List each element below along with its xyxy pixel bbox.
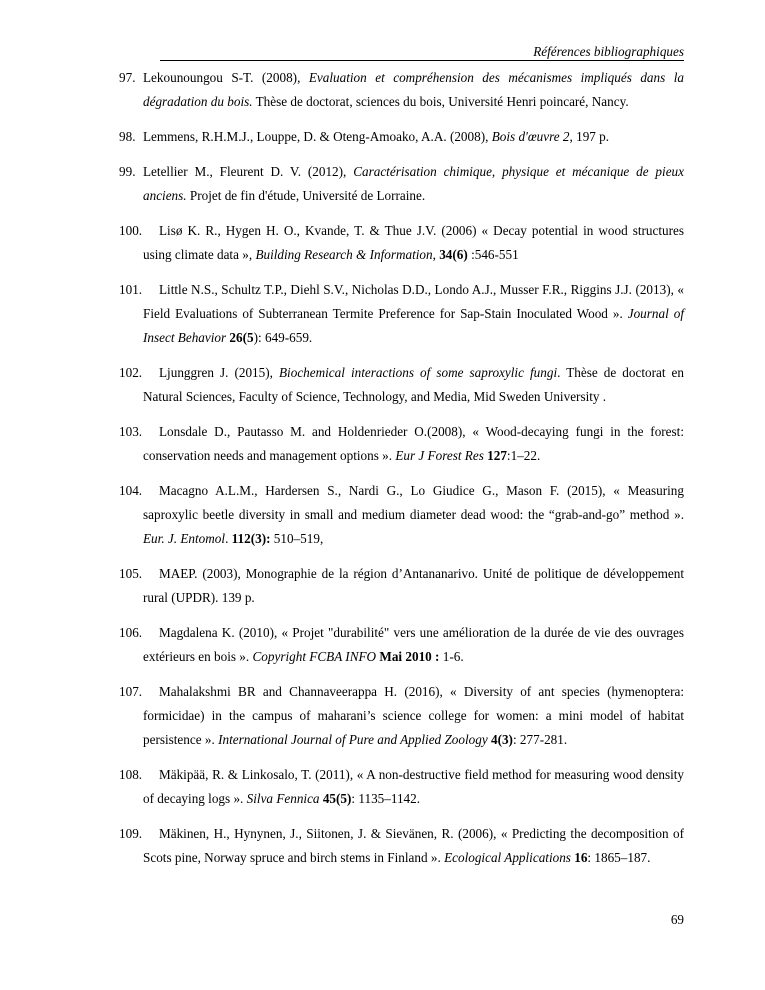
reference-item-106	[119, 621, 684, 669]
reference-item-108	[119, 763, 684, 811]
reference-authors: Mäkinen, H., Hynynen, J., Siitonen, J. & Sievänen, R. (2006), « Predicting the decomposition of Scots pine, Norway spruce and birch stems in Finland ».	[143, 826, 684, 865]
header-title: Références bibliographiques	[533, 44, 684, 59]
reference-pages: : 277-281.	[512, 732, 568, 747]
reference-authors: Lekounoungou S-T. (2008),	[143, 70, 309, 85]
reference-volume: Mai 2010 :	[379, 649, 440, 664]
reference-item-102	[119, 361, 684, 409]
reference-authors: Lonsdale D., Pautasso M. and Holdenrieder O.(2008), « Wood-decaying fungi in the forest: conservation needs and management options ».	[143, 424, 684, 463]
reference-separator: .	[225, 531, 232, 546]
reference-item-97	[119, 66, 684, 114]
running-header	[160, 44, 684, 61]
reference-authors: Lemmens, R.H.M.J., Louppe, D. & Oteng-Amoako, A.A. (2008),	[143, 129, 492, 144]
reference-item-103	[119, 420, 684, 468]
reference-volume: 112(3):	[231, 531, 271, 546]
reference-authors: Magdalena K. (2010), « Projet "durabilité" vers une amélioration de la durée de vie des ouvrages extérieurs en bois ».	[143, 625, 684, 664]
reference-journal: International Journal of Pure and Applied Zoology	[218, 732, 488, 747]
reference-item-105	[119, 562, 684, 610]
reference-number: 102.	[119, 365, 143, 380]
reference-volume: 4(3)	[490, 732, 513, 747]
reference-item-104	[119, 479, 684, 551]
reference-journal: Copyright FCBA INFO	[252, 649, 377, 664]
reference-text: MAEP. (2003), Monographie de la région d’Antananarivo. Unité de politique de développement rural (UPDR). 139 p.	[143, 566, 684, 605]
reference-title: Caractérisation chimique, physique et mécanique de pieux anciens.	[143, 164, 684, 203]
reference-issue: 5	[247, 330, 254, 345]
reference-authors: Macagno A.L.M., Hardersen S., Nardi G., Lo Giudice G., Mason F. (2015), « Measuring saproxylic beetle diversity in small and medium diameter dead wood: the “grab-and-go” method ».	[143, 483, 684, 522]
reference-journal: Building Research & Information	[255, 247, 433, 262]
reference-number: 97.	[119, 70, 136, 85]
reference-item-101	[119, 278, 684, 350]
reference-journal: Journal of Insect Behavior	[143, 306, 684, 345]
reference-authors: Lisø K. R., Hygen H. O., Kvande, T. & Thue J.V. (2006) « Decay potential in wood structures using climate data »,	[143, 223, 684, 262]
reference-title: Bois d'œuvre 2	[491, 129, 570, 144]
reference-item-98	[119, 125, 684, 149]
reference-authors: Mahalakshmi BR and Channaveerappa H. (2016), « Diversity of ant species (hymenoptera: formicidae) in the campus of maharani’s science college for women: a mini model of habitat persistence ».	[143, 684, 684, 747]
reference-number: 108.	[119, 767, 143, 782]
reference-number: 103.	[119, 424, 143, 439]
reference-title: Biochemical interactions of some saproxylic fungi	[279, 365, 558, 380]
reference-journal: Ecological Applications	[444, 850, 571, 865]
reference-number: 100.	[119, 223, 143, 238]
reference-journal: Eur J Forest Res	[395, 448, 484, 463]
reference-item-109	[119, 822, 684, 870]
reference-number: 99.	[119, 164, 136, 179]
reference-pages: 510–519,	[270, 531, 324, 546]
reference-volume: 16	[574, 850, 588, 865]
reference-pages: :546-551	[467, 247, 519, 262]
reference-separator: ,	[432, 247, 440, 262]
reference-volume: 127	[487, 448, 507, 463]
reference-pages: : 1865–187.	[587, 850, 651, 865]
reference-number: 106.	[119, 625, 143, 640]
reference-details: Projet de fin d'étude, Université de Lorraine.	[186, 188, 426, 203]
reference-item-100	[119, 219, 684, 267]
reference-journal: Silva Fennica	[246, 791, 320, 806]
reference-authors: Mäkipää, R. & Linkosalo, T. (2011), « A non-destructive field method for measuring wood density of decaying logs ».	[143, 767, 684, 806]
reference-pages: : 649-659.	[258, 330, 313, 345]
reference-number: 105.	[119, 566, 143, 581]
reference-journal: Eur. J. Entomol	[143, 531, 226, 546]
reference-authors: Letellier M., Fleurent D. V. (2012),	[143, 164, 354, 179]
reference-volume: 34(6)	[439, 247, 468, 262]
reference-pages: :1–22.	[506, 448, 541, 463]
page-number: 69	[670, 912, 684, 927]
reference-pages: : 1135–1142.	[351, 791, 421, 806]
reference-number: 109.	[119, 826, 143, 841]
reference-authors: Little N.S., Schultz T.P., Diehl S.V., Nicholas D.D., Londo A.J., Musser F.R., Riggins J.J. (2013), « Field Evaluations of Subterranean Termite Preference for Sap-Stain Inoculated Wood ».	[143, 282, 684, 321]
reference-authors: Ljunggren J. (2015),	[159, 365, 279, 380]
reference-number: 101.	[119, 282, 143, 297]
reference-number: 107.	[119, 684, 143, 699]
reference-pages: 1-6.	[439, 649, 464, 664]
reference-number: 98.	[119, 129, 136, 144]
reference-list	[119, 66, 684, 881]
reference-details: . Thèse de doctorat en Natural Sciences, Faculty of Science, Technology, and Media, Mid Sweden University .	[143, 365, 685, 404]
reference-volume: 45(5)	[322, 791, 352, 806]
reference-item-107	[119, 680, 684, 752]
reference-details: Thèse de doctorat, sciences du bois, Université Henri poincaré, Nancy.	[252, 94, 629, 109]
reference-volume: 26(	[229, 330, 248, 345]
reference-details: , 197 p.	[569, 129, 610, 144]
reference-item-99	[119, 160, 684, 208]
reference-title: Evaluation et compréhension des mécanismes impliqués dans la dégradation du bois.	[143, 70, 685, 109]
reference-number: 104.	[119, 483, 143, 498]
reference-volume-close: )	[253, 330, 259, 345]
